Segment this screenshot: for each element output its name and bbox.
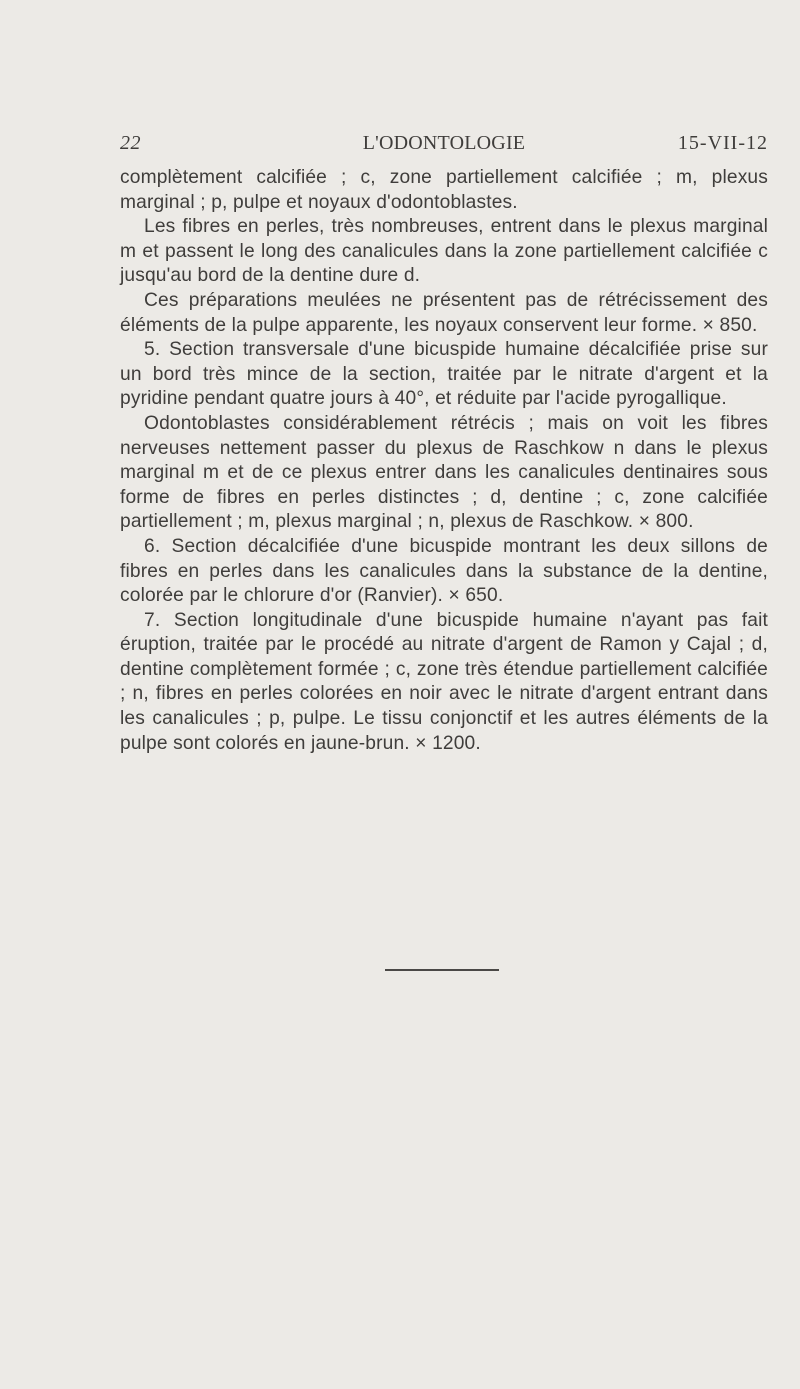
paragraph-fibres: Les fibres en perles, très nombreuses, entrent dans le plexus marginal m et passent le long des canalicules dans la zone partiellement calcifiée c jusqu'au bord de la dentine dure d. [120, 216, 768, 287]
body-text [120, 166, 768, 756]
journal-title: L'ODONTOLOGIE [362, 132, 526, 154]
page-number: 22 [120, 132, 141, 154]
issue-date: 15-VII-12 [677, 132, 768, 154]
paragraph-continuation: complètement calcifiée ; c, zone partiellement calcifiée ; m, plexus marginal ; p, pulpe et noyaux d'odontoblastes. [120, 167, 768, 213]
page-header [120, 128, 768, 158]
paragraph-figure-7: 7. Section longitudinale d'une bicuspide humaine n'ayant pas fait éruption, traitée par le procédé au nitrate d'argent de Ramon y Cajal ; d, dentine complètement formée ; c, zone très étendue partiellement calcifiée ; n, fibres en perles colorées en noir avec le nitrate d'argent entrant dans les canalicules ; p, pulpe. Le tissu conjonctif et les autres éléments de la pulpe sont colorés en jaune-brun. × 1200. [120, 609, 768, 754]
section-divider [385, 969, 499, 971]
paragraph-figure-6: 6. Section décalcifiée d'une bicuspide montrant les deux sillons de fibres en perles dans les canalicules dans la substance de la dentine, colorée par le chlorure d'or (Ranvier). × 650. [120, 535, 768, 607]
paragraph-figure-5: 5. Section transversale d'une bicuspide humaine décalcifiée prise sur un bord très mince de la section, traitée par le nitrate d'argent et la pyridine pendant quatre jours à 40°, et réduite par l'acide pyrogallique. [120, 339, 768, 410]
paragraph-odontoblastes: Odontoblastes considérablement rétrécis ; mais on voit les fibres nerveuses nettement passer du plexus de Raschkow n dans le plexus marginal m et de ce plexus entrer dans les canalicules dentinaires sous forme de fibres en perles distinctes ; d, dentine ; c, zone calcifiée partiellement ; m, plexus marginal ; n, plexus de Raschkow. × 800. [120, 412, 768, 533]
paragraph-preparations: Ces préparations meulées ne présentent pas de rétrécissement des éléments de la pulpe apparente, les noyaux conservent leur forme. × 850. [120, 289, 768, 336]
